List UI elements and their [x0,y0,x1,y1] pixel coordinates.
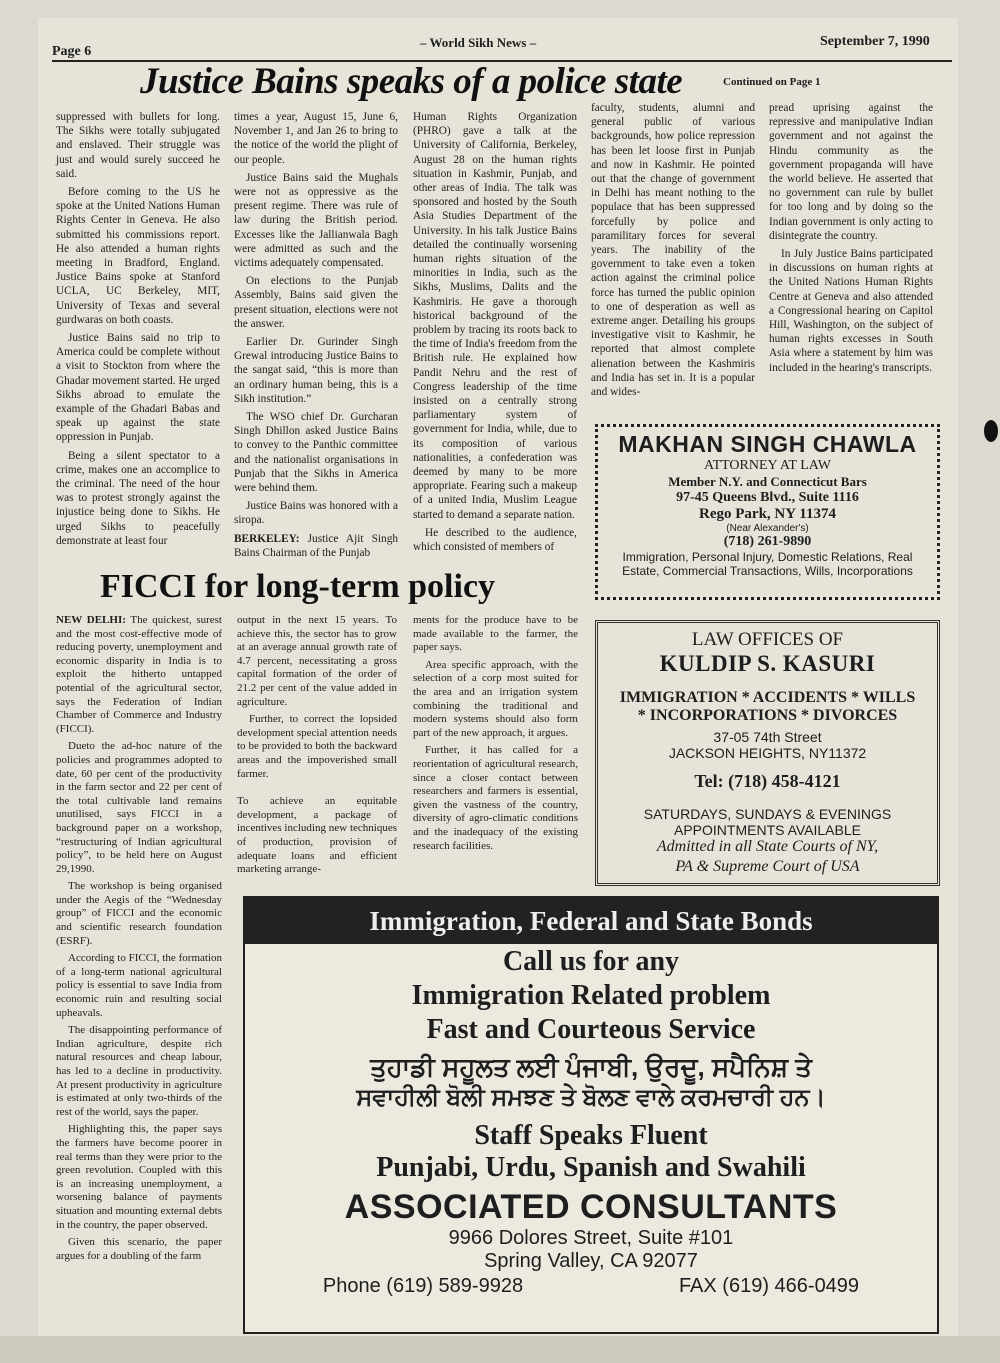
paragraph: Justice Bains said the Mughals were not as oppressive as the present regime. There was rule of law during the British period. Excesses like the Jallianwala Bagh were admitted as such and the victims adequately compensated. [234,171,398,270]
issue-date: September 7, 1990 [820,34,930,49]
contact-row [245,1275,937,1298]
ad-associated-consultants [243,896,939,1334]
address-line1: 9966 Dolores Street, Suite #101 [448,1227,734,1249]
address-line1: 97-45 Queens Blvd., Suite 1116 [676,490,859,505]
continued-note: Continued on Page 1 [723,76,821,88]
dateline: NEW DELHI: [56,614,126,626]
paragraph: Before coming to the US he spoke at the United Nations Human Rights Center in Geneva. He also submitted his commissions report. He also attended a human rights meeting in Bradford, England. Justice Bains spoke at Stanford UCLA, UC Berkeley, MIT, University of Texas and several gurdwaras on both coasts. [56,186,220,326]
paragraph: The quickest, surest and the most cost-effective mode of reducing poverty, unemployment and economic disparity in India is to exploit the hitherto untapped potential of the agricultural sector, says the Federation of Indian Chamber of Commerce and Industry (FICCI). [56,614,222,735]
services-line1: IMMIGRATION * ACCIDENTS * WILLS [619,689,916,706]
punjabi-line2: ਸਵਾਹੀਲੀ ਬੋਲੀ ਸਮਝਣ ਤੇ ਬੋਲਣ ਵਾਲੇ ਕਰਮਚਾਰੀ ਹਨ। [356,1084,826,1111]
phone: (718) 261-9890 [723,534,812,549]
address-line2: Spring Valley, CA 92077 [484,1250,698,1272]
headline-line2: Immigration Related problem [411,980,771,1011]
paragraph: On elections to the Punjab Assembly, Bains said given the present situation, elections were not the answer. [234,275,398,330]
article1-col5 [769,101,933,379]
paragraph: To achieve an equitable development, a package of incentives including new techniques of production, provision of adequate loans and efficient marketing arrange- [237,795,397,876]
article1-col2 [234,110,398,564]
page-number: Page 6 [52,44,92,59]
paragraph: Further, to correct the lopsided development special attention needs to be provided to both the backward areas and the impoverished small farmer. [237,713,397,780]
headline-justice-bains: Justice Bains speaks of a police state [140,61,683,102]
paragraph: In July Justice Bains participated in discussions on human rights at the United Nations Human Rights Centre at Geneva and also attended a Congressional hearing on Capitol Hill, Washington, on the subject of human rights excesses in South Asia where a statement by him was included in the hearing's transcripts. [769,248,933,374]
article2-col2 [237,614,397,881]
paragraph: Justice Ajit Singh Bains Chairman of the Punjab [234,532,398,559]
paragraph: Earlier Dr. Gurinder Singh Grewal introducing Justice Bains to the sangat said, “this is more than an ordinary human being, this is a Sikh institution.” [234,336,398,405]
paragraph: Further, it has called for a reorientation of agricultural research, since a closer contact between researchers and farmers is essential, given the vastness of the country, diversity of agro-climatic conditions and the inadequacy of the existing research facilities. [413,744,578,852]
headline-line1: Call us for any [502,946,680,977]
phone: Tel: (718) 458-4121 [694,771,841,791]
attorney-title: ATTORNEY AT LAW [704,458,831,473]
paragraph: ments for the produce have to be made available to the farmer, the paper says. [413,614,578,654]
lawyer-name: KULDIP S. KASURI [659,651,876,676]
hours-line1: SATURDAYS, SUNDAYS & EVENINGS [643,806,892,822]
landmark: (Near Alexander's) [726,523,809,534]
banner: Immigration, Federal and State Bonds [245,898,937,944]
dateline: BERKELEY: [234,532,300,545]
paragraph: Justice Bains said no trip to America could be complete without a visit to Stockton from where the Ghadar movement started. He urged Sikhs abroad to emulate the example of the Ghadari Babas and speak up against the state oppression in Punjab. [56,332,220,444]
paragraph: Justice Bains was honored with a siropa. [234,500,398,527]
fax: FAX (619) 466-0499 [678,1275,860,1297]
article1-col1 [56,110,220,552]
article1-col3 [413,110,577,558]
phone: Phone (619) 589-9928 [322,1275,524,1297]
article1-col4 [591,101,755,403]
hours-line2: APPOINTMENTS AVAILABLE [674,822,861,838]
paragraph: According to FICCI, the formation of a long-term national agricultural policy is essential to save India from economic ruin and resulting social upheavals. [56,952,222,1019]
services-line2: * INCORPORATIONS * DIVORCES [637,707,898,724]
address-line2: JACKSON HEIGHTS, NY11372 [668,745,867,761]
paragraph: He described to the audience, which consisted of members of [413,526,577,554]
paragraph: The workshop is being organised under the Aegis of the “Wednesday group” of FICCI and the economic and scientific research foundation (ESRF). [56,880,222,947]
article2-col3 [413,614,578,857]
binder-hole [984,420,998,442]
paragraph: Area specific approach, with the selection of a corp most suited for the area and an irrigation system combining the traditional and modern systems should also form part of the new approach, it argues. [413,658,578,739]
paragraph: Dueto the ad-hoc nature of the policies and programmes adopted to date, 60 per cent of the productivity in the farm sector and 22 per cent of the total cultivable land remains unutilised, says FICCI in a background paper on a workshop, “restructuring of Indian agricultural policy”, to be held here on August 29,1990. [56,740,222,875]
bar-membership: Member N.Y. and Connecticut Bars [668,474,867,489]
attorney-name: MAKHAN SINGH CHAWLA [618,431,917,457]
paragraph: faculty, students, alumni and general public of various backgrounds, how police repression has been let loose first in Punjab and now in Kashmir. He pointed out that the change of government in Delhi has meant nothing to the populace that has been suppressed forcefully by police and paramilitary forces for several years. The inability of the government to take even a token action against the criminal police force has turned the public opinion to one of desperation as well as extreme anger. Detailing his groups investigative visit to Kashmir, he reported that almost complete alienation between the Kashmiris and India has set in. It is a popular and wides- [591,102,755,399]
paragraph: The WSO chief Dr. Gurcharan Singh Dhillon asked Justice Bains to convey to the Panthic committee and the nationalist organisations in Punjab that the Sikhs in America were behind them. [234,411,398,495]
headline-ficci: FICCI for long-term policy [100,568,496,605]
company-name: ASSOCIATED CONSULTANTS [344,1188,838,1226]
courts-line2: PA & Supreme Court of USA [675,858,860,875]
paragraph: pread uprising against the repressive and manipulative Indian government and not against the Hindu community as the government propaganda will have the world believe. He asserted that no government can rule by bullet for too long and by doing so the Indian government is only acting to disintegrate the country. [769,102,933,242]
headline-line3: Fast and Courteous Service [426,1014,756,1045]
paragraph: Human Rights Organization (PHRO) gave a talk at the University of California, Berkeley, August 28 on the human rights situation in Kashmir, Punjab, and other areas of India. The talk was sponsored and hosted by the South Asia Studies Department of the University. In his talk Justice Bains detailed the continually worsening human rights situation of the minorities in India, such as the Sikhs, Muslims, Dalits and the Kashmiris. He gave a thorough historical background of the problem by tracing its roots back to the time of India's freedom from the British rule. He explained how Pandit Nehru and the rest of Congress leadership of the time insisted on a centrally strong parliamentary system of government for India, while, due to its composition of various nationalities, a confederation was deemed by many to be more appropriate. Fearing such a makeup of a united India, Muslim League started to demand a separate nation. [413,111,577,521]
courts-line1: Admitted in all State Courts of NY, [656,838,879,855]
page-bottom-edge [0,1336,1000,1363]
paragraph: times a year, August 15, June 6, November 1, and Jan 26 to bring to the notice of the world the plight of our people. [234,111,398,166]
paragraph: output in the next 15 years. To achieve this, the sector has to grow at an average annual growth rate of 4.7 percent, necessitating a gross capital formation of the order of 21.2 per cent of the value added in agriculture. [237,614,397,708]
law-offices-label: LAW OFFICES OF [691,629,844,650]
paragraph: The disappointing performance of Indian agriculture, despite rich natural resources and cheap labour, has led to a decline in productivity. At present productivity in agriculture is estimated at only two-thirds of the rest of the world, says the paper. [56,1024,222,1118]
paragraph: Given this scenario, the paper argues for a doubling of the farm [56,1236,222,1262]
staff-line1: Staff Speaks Fluent [474,1120,708,1151]
services: Immigration, Personal Injury, Domestic Relations, Real Estate, Commercial Transactions, Wills, Incorporations [622,550,913,578]
ad-makhan-singh-chawla [595,424,940,600]
paragraph: Highlighting this, the paper says the farmers have become poorer in real terms than they were prior to the green revolution. Coupled with this is an increasing unemployment, a worsening balance of payments situation and mounting external debts in the country, the paper observed. [56,1123,222,1231]
ad-kuldip-kasuri [595,620,940,886]
address-line1: 37-05 74th Street [713,729,822,745]
article2-col1 [56,614,222,1267]
paper-name: – World Sikh News – [420,35,537,50]
staff-line2: Punjabi, Urdu, Spanish and Swahili [376,1152,806,1183]
punjabi-line1: ਤੁਹਾਡੀ ਸਹੂਲਤ ਲਈ ਪੰਜਾਬੀ, ਉਰਦੂ, ਸਪੈਨਿਸ਼ ਤੇ [370,1052,812,1082]
paragraph: suppressed with bullets for long. The Sikhs were totally subjugated and enslaved. Their struggle was just and would surely succeed he said. [56,111,220,180]
paragraph: Being a silent spectator to a crime, makes one an accomplice to the criminal. The need of the hour was to protest strongly against the injustice being done to Sikhs. He urged Sikhs to peacefully demonstrate at least four [56,449,220,547]
address-line2: Rego Park, NY 11374 [699,506,836,522]
